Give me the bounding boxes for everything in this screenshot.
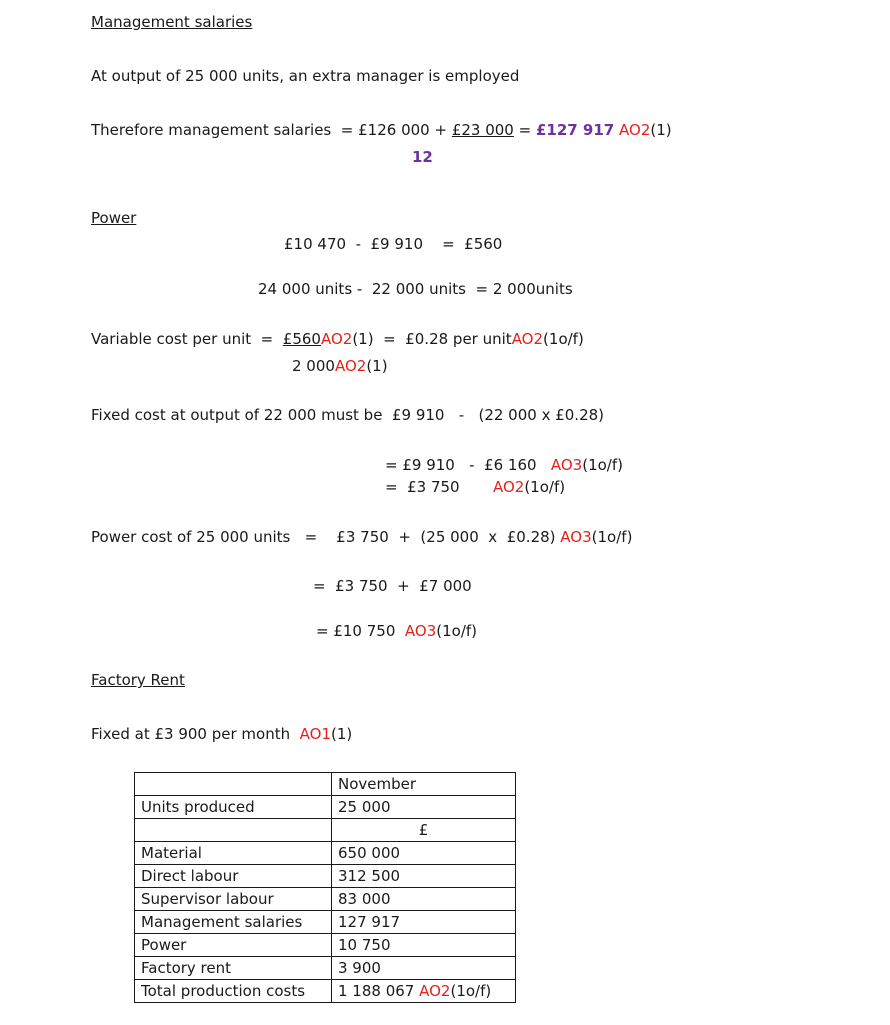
total-row bbox=[135, 980, 516, 1003]
mark-count: (1o/f) bbox=[591, 528, 633, 546]
assessment-mark: AO2 bbox=[334, 357, 367, 375]
mark-count: (1o/f) bbox=[543, 330, 584, 348]
mark-count: (1) bbox=[331, 725, 353, 743]
mark-count: (1) bbox=[650, 121, 672, 139]
extra-manager-salary: £23 000 bbox=[451, 121, 514, 139]
power-units-difference: 24 000 units - 22 000 units = 2 000units bbox=[258, 280, 573, 298]
table-row bbox=[135, 842, 516, 865]
currency-symbol: £ bbox=[332, 819, 516, 842]
mark-count: (1o/f) bbox=[436, 622, 478, 640]
row-value: 10 750 bbox=[332, 934, 516, 957]
mark-count: (1o/f) bbox=[582, 456, 623, 474]
assessment-mark: AO2 bbox=[419, 982, 451, 1000]
management-calc bbox=[91, 121, 672, 139]
fixed-cost-calc-2 bbox=[385, 478, 565, 496]
assessment-mark: AO2 bbox=[511, 330, 544, 348]
units-value: 25 000 bbox=[332, 796, 516, 819]
table-row bbox=[135, 819, 516, 842]
table-row bbox=[135, 934, 516, 957]
mark-count: (1) bbox=[352, 330, 374, 348]
table-row bbox=[135, 865, 516, 888]
fixed-cost-calc-1 bbox=[385, 456, 623, 474]
row-value: 312 500 bbox=[332, 865, 516, 888]
row-value: 83 000 bbox=[332, 888, 516, 911]
denominator-value: 2 000 bbox=[292, 357, 335, 375]
assessment-mark: AO2 bbox=[619, 121, 651, 139]
power-cost-formula: Power cost of 25 000 units = £3 750 + (25 000 x £0.28) bbox=[91, 528, 561, 546]
assessment-mark: AO3 bbox=[404, 622, 437, 640]
rent-heading: Factory Rent bbox=[91, 671, 185, 689]
power-heading: Power bbox=[91, 209, 137, 227]
table-cell bbox=[135, 819, 332, 842]
total-value: 1 188 067 bbox=[338, 982, 420, 1000]
rent-text: Fixed at £3 900 per month bbox=[91, 725, 300, 743]
fixed-cost-result: = £3 750 bbox=[385, 478, 493, 496]
rent-line bbox=[91, 725, 352, 743]
power-cost-calc-2 bbox=[316, 622, 477, 640]
table-cell bbox=[135, 773, 332, 796]
fixed-cost-subtraction: = £9 910 - £6 160 bbox=[385, 456, 551, 474]
management-calc-prefix: Therefore management salaries = £126 000 + bbox=[91, 121, 452, 139]
management-result: £127 917 bbox=[535, 121, 615, 139]
management-divisor: 12 bbox=[412, 148, 433, 166]
mark-count: (1o/f) bbox=[524, 478, 566, 496]
variable-cost-prefix: Variable cost per unit = bbox=[91, 330, 283, 348]
management-line: At output of 25 000 units, an extra manager is employed bbox=[91, 67, 520, 85]
row-label: Direct labour bbox=[135, 865, 332, 888]
variable-cost-numerator: £560 bbox=[282, 330, 321, 348]
table-row bbox=[135, 957, 516, 980]
column-header: November bbox=[332, 773, 516, 796]
table-row bbox=[135, 796, 516, 819]
variable-cost-denominator bbox=[292, 357, 388, 375]
row-label: Factory rent bbox=[135, 957, 332, 980]
variable-cost-result: = £0.28 per unit bbox=[373, 330, 512, 348]
assessment-mark: AO2 bbox=[320, 330, 353, 348]
units-label: Units produced bbox=[135, 796, 332, 819]
production-cost-table bbox=[134, 772, 516, 1003]
total-value-cell bbox=[332, 980, 516, 1003]
assessment-mark: AO3 bbox=[560, 528, 592, 546]
table-header-row bbox=[135, 773, 516, 796]
power-cost-calc-1: = £3 750 + £7 000 bbox=[313, 577, 472, 595]
row-label: Management salaries bbox=[135, 911, 332, 934]
row-label: Supervisor labour bbox=[135, 888, 332, 911]
power-cost-difference: £10 470 - £9 910 = £560 bbox=[284, 235, 503, 253]
variable-cost-line bbox=[91, 330, 584, 348]
assessment-mark: AO2 bbox=[492, 478, 525, 496]
mark-count: (1o/f) bbox=[450, 982, 492, 1000]
row-label: Material bbox=[135, 842, 332, 865]
power-cost-line bbox=[91, 528, 632, 546]
management-heading: Management salaries bbox=[91, 13, 253, 31]
table-row bbox=[135, 888, 516, 911]
row-value: 3 900 bbox=[332, 957, 516, 980]
mark-count: (1) bbox=[366, 357, 388, 375]
row-label: Power bbox=[135, 934, 332, 957]
power-cost-total: = £10 750 bbox=[316, 622, 405, 640]
row-value: 127 917 bbox=[332, 911, 516, 934]
fixed-cost-line: Fixed cost at output of 22 000 must be £9 910 - (22 000 x £0.28) bbox=[91, 406, 605, 424]
assessment-mark: AO3 bbox=[550, 456, 583, 474]
row-value: 650 000 bbox=[332, 842, 516, 865]
total-label: Total production costs bbox=[135, 980, 332, 1003]
table-row bbox=[135, 911, 516, 934]
assessment-mark: AO1 bbox=[299, 725, 331, 743]
management-calc-equals: = bbox=[513, 121, 536, 139]
